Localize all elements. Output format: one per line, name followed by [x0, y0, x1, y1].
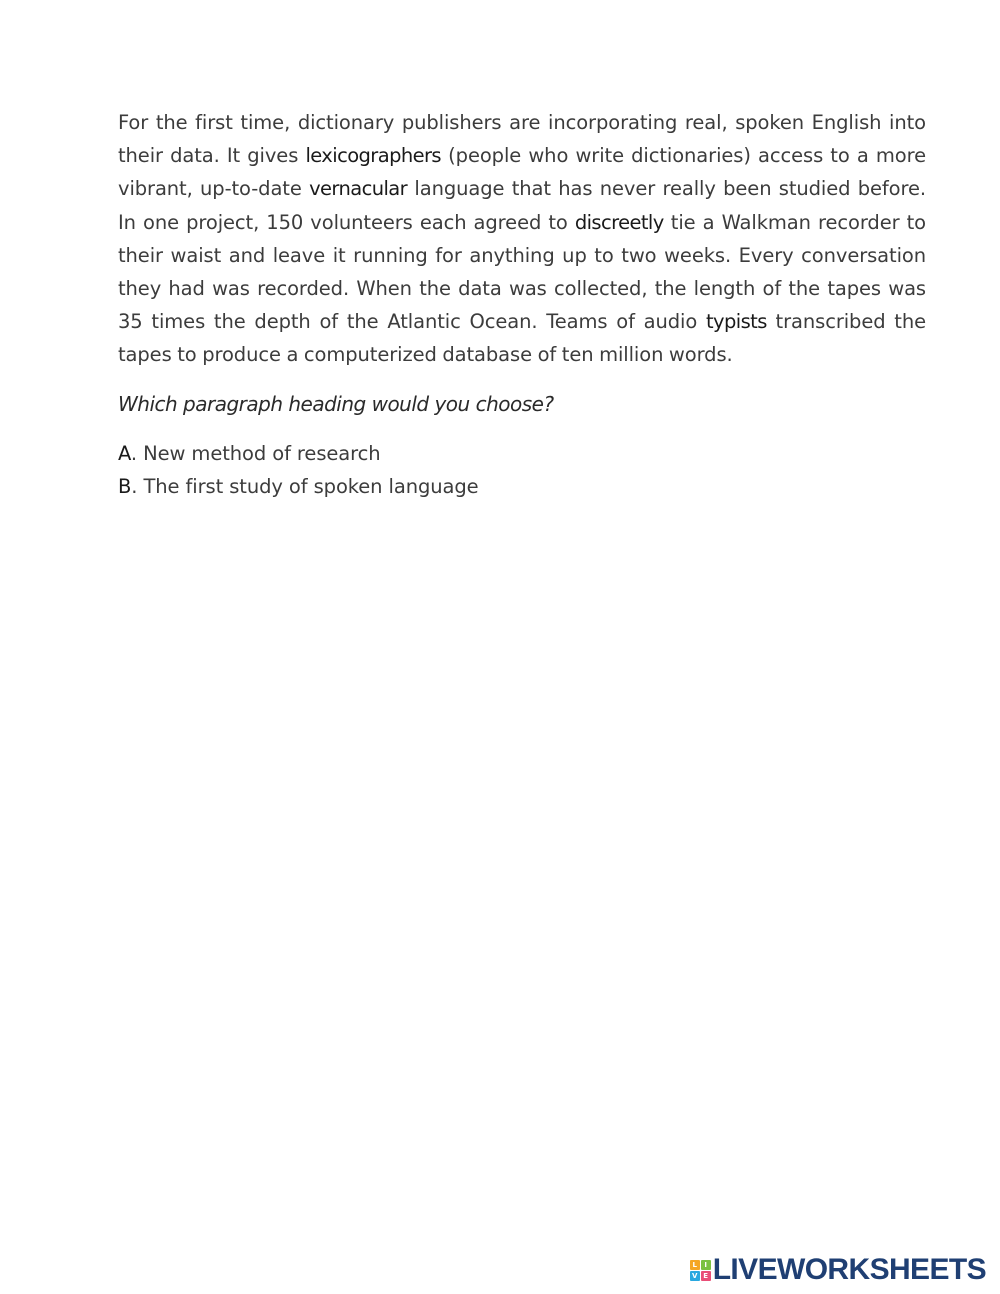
- vocabulary-word-discreetly: discreetly: [574, 210, 664, 234]
- logo-mark-icon: [690, 1260, 711, 1281]
- worksheet-page: [118, 106, 926, 503]
- logo-mark-cell: L: [690, 1260, 700, 1270]
- answer-options: [118, 437, 926, 503]
- logo-mark-cell: I: [701, 1260, 711, 1270]
- question-prompt: Which paragraph heading would you choose?: [118, 391, 554, 416]
- option-b-text: . The first study of spoken language: [131, 474, 479, 498]
- reading-passage: [118, 106, 926, 372]
- logo-mark-cell: E: [701, 1271, 711, 1281]
- option-b-letter: B: [118, 474, 132, 498]
- vocabulary-word-vernacular: vernacular: [309, 177, 408, 201]
- passage-segment: transcribed the tapes to produce a computerized database of ten million words.: [118, 310, 927, 367]
- passage-segment: language that has never really been studied before. In one project, 150 volunteers each agreed to: [118, 177, 927, 234]
- passage-segment: For the first time, dictionary publishers are incorporating real, spoken English into their data. It gives: [118, 111, 926, 168]
- logo-wordmark: LIVEWORKSHEETS: [712, 1253, 986, 1286]
- liveworksheets-logo: [690, 1255, 986, 1285]
- option-a-letter: A: [118, 441, 131, 465]
- passage-segment: (people who write dictionaries) access to a more vibrant, up-to-date: [118, 144, 926, 201]
- vocabulary-word-lexicographers: lexicographers: [305, 144, 441, 168]
- logo-mark-cell: V: [690, 1271, 700, 1281]
- passage-segment: tie a Walkman recorder to their waist and leave it running for anything up to two weeks. Every conversation they had was recorded. When the data was collected, the length of the tapes was 35 times the depth of the Atlantic Ocean. Teams of audio: [118, 210, 927, 334]
- vocabulary-word-typists: typists: [706, 310, 767, 334]
- option-a-text: . New method of research: [130, 441, 381, 465]
- option-a[interactable]: [118, 437, 926, 470]
- option-b[interactable]: [118, 470, 926, 503]
